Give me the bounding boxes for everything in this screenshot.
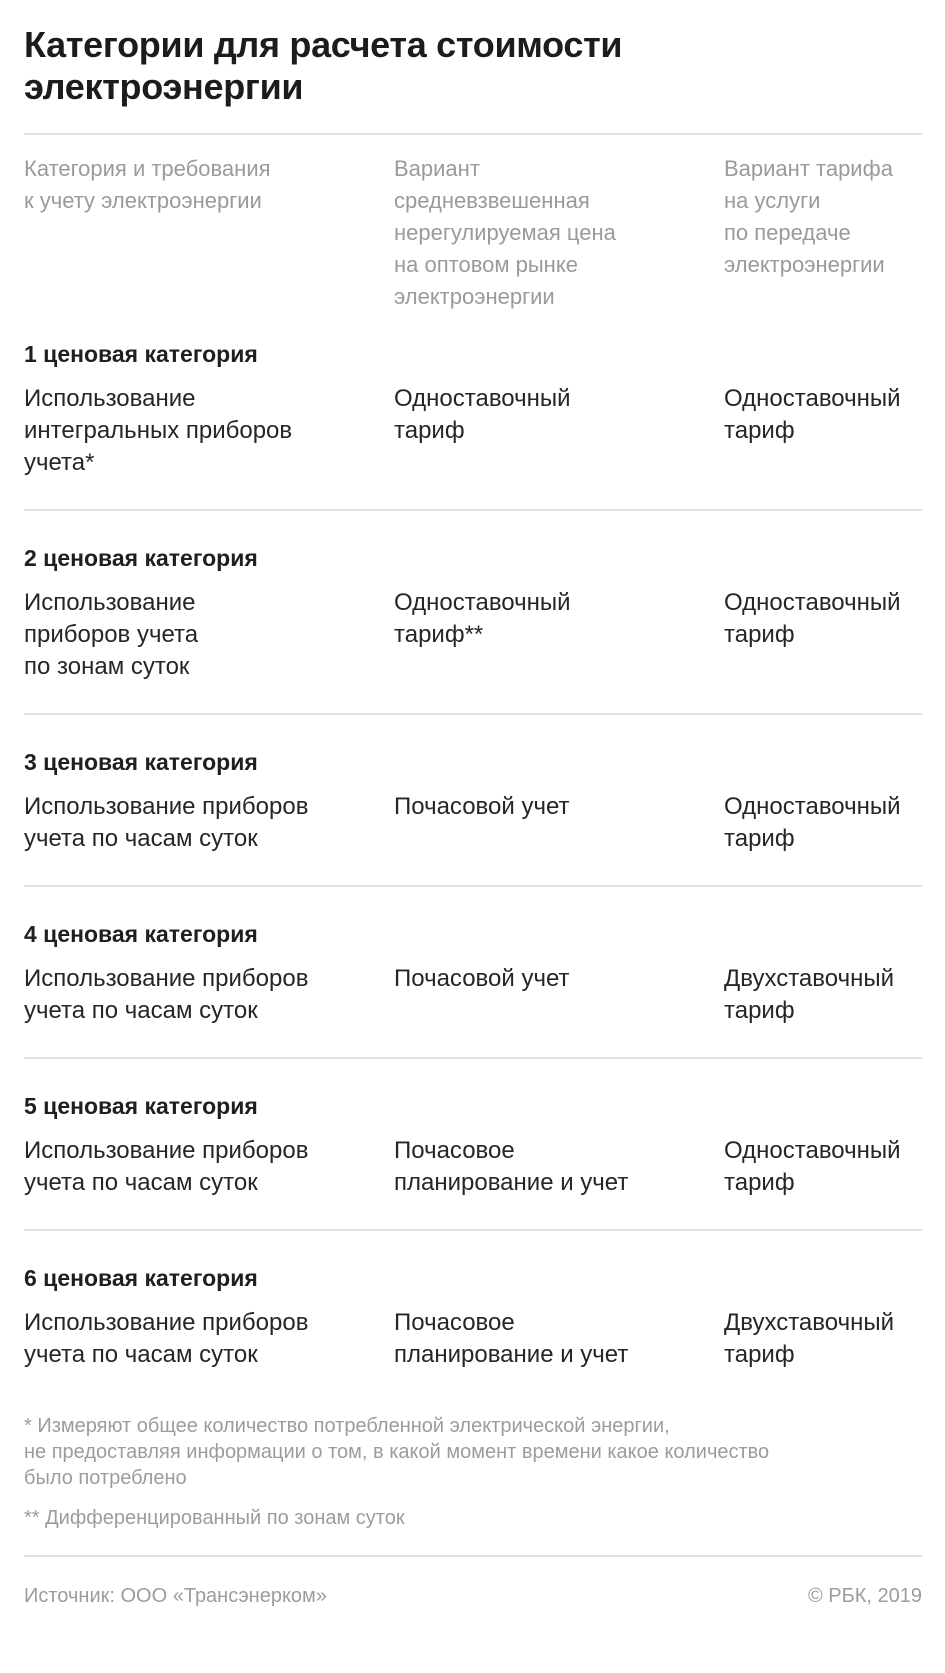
requirement-cell: Использование приборов учета по часам суток [24, 965, 309, 1024]
column-header-requirements: Категория и требования к учету электроэнергии [24, 156, 271, 213]
category-name: 4 ценовая категория [24, 921, 258, 947]
column-header-wholesale-price: Вариант средневзвешенная нерегулируемая цена на оптовом рынке электроэнергии [394, 156, 616, 309]
requirement-cell: Использование приборов учета по часам суток [24, 793, 309, 852]
table-row [24, 1091, 922, 1199]
footer [24, 1583, 922, 1609]
divider [24, 1555, 922, 1557]
transmission-cell: Двухставочный тариф [724, 1309, 894, 1368]
transmission-cell: Одноставочный тариф [724, 589, 901, 648]
category-name: 3 ценовая категория [24, 749, 258, 775]
wholesale-cell: Одноставочный тариф** [394, 589, 571, 648]
wholesale-cell: Одноставочный тариф [394, 385, 571, 444]
transmission-cell: Одноставочный тариф [724, 793, 901, 852]
requirement-cell: Использование приборов учета по зонам суток [24, 589, 199, 680]
wholesale-cell: Почасовой учет [394, 965, 570, 992]
divider [24, 885, 922, 887]
table-row [24, 543, 922, 683]
footnote-asterisk: * Измеряют общее количество потребленной электрической энергии, не предоставляя информации о том, в какой момент времени какое количество было потреблено [24, 1415, 770, 1489]
table-row [24, 1263, 922, 1371]
requirement-cell: Использование приборов учета по часам суток [24, 1137, 309, 1196]
divider [24, 1057, 922, 1059]
copyright: © РБК, 2019 [807, 1585, 922, 1607]
divider [24, 509, 922, 511]
transmission-cell: Одноставочный тариф [724, 385, 901, 444]
requirement-cell: Использование приборов учета по часам суток [24, 1309, 309, 1368]
divider [24, 1229, 922, 1231]
category-name: 6 ценовая категория [24, 1265, 258, 1291]
category-name: 5 ценовая категория [24, 1093, 258, 1119]
category-name: 2 ценовая категория [24, 545, 258, 571]
wholesale-cell: Почасовое планирование и учет [394, 1137, 629, 1196]
wholesale-cell: Почасовое планирование и учет [394, 1309, 629, 1368]
divider [24, 713, 922, 715]
requirement-cell: Использование интегральных приборов учета* [24, 385, 293, 476]
footnote-double-asterisk: ** Дифференцированный по зонам суток [24, 1507, 405, 1529]
infographic [24, 0, 922, 1609]
table-row [24, 747, 922, 855]
transmission-cell: Двухставочный тариф [724, 965, 894, 1024]
source-credit: Источник: ООО «Трансэнерком» [24, 1585, 327, 1607]
table-row [24, 339, 922, 479]
page-title: Категории для расчета стоимости электроэнергии [24, 24, 623, 107]
wholesale-cell: Почасовой учет [394, 793, 570, 820]
transmission-cell: Одноставочный тариф [724, 1137, 901, 1196]
column-header-transmission-tariff: Вариант тарифа на услуги по передаче электроэнергии [724, 156, 893, 277]
table-row [24, 919, 922, 1027]
category-name: 1 ценовая категория [24, 341, 258, 367]
column-headers [24, 135, 922, 313]
